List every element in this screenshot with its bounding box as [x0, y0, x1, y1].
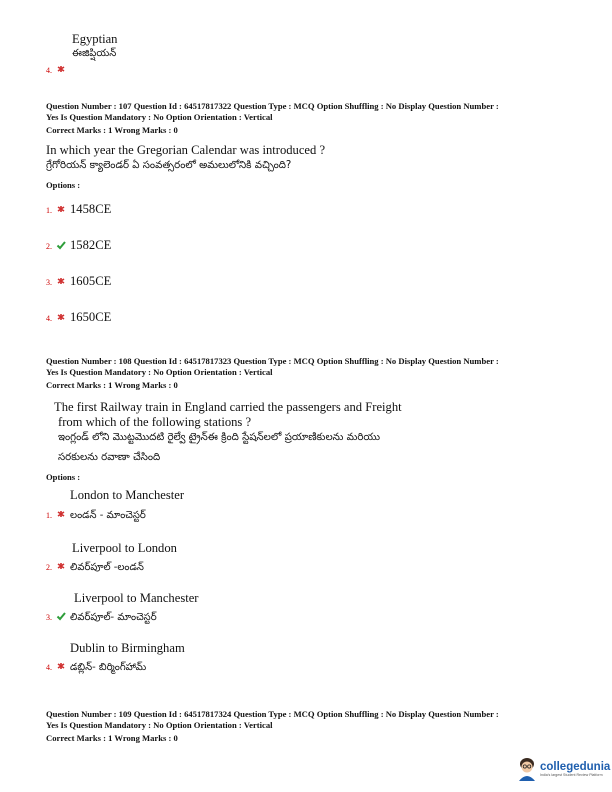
option-text-te: లివర్‌పూల్- మాంచెస్టర్ — [70, 612, 157, 623]
option-text: 1605CE — [70, 274, 112, 288]
prev-option-text-en: Egyptian — [72, 32, 118, 46]
q108-option-3[interactable] — [46, 607, 157, 625]
q108-option-4-text-en: Dublin to Birmingham — [70, 641, 185, 655]
q109-marks: Correct Marks : 1 Wrong Marks : 0 — [46, 733, 178, 743]
option-number: 2. — [46, 563, 52, 572]
q108-question-en-line1: The first Railway train in England carried the passengers and Freight — [54, 400, 402, 414]
option-number: 4. — [46, 66, 52, 75]
wrong-mark-icon — [56, 204, 66, 214]
q108-meta-line2: Yes Is Question Mandatory : No Option Orientation : Vertical — [46, 367, 273, 377]
q107-option-1[interactable] — [46, 200, 111, 218]
option-number: 4. — [46, 314, 52, 323]
option-number: 1. — [46, 511, 52, 520]
q107-meta-line1: Question Number : 107 Question Id : 64517817322 Question Type : MCQ Option Shuffling : No Display Question Number : — [46, 101, 499, 111]
option-text: 1458CE — [70, 202, 112, 216]
student-avatar-icon — [516, 756, 538, 782]
q107-options-label: Options : — [46, 180, 81, 190]
wrong-mark-icon — [56, 661, 66, 671]
q108-question-te-line2: సరకులను రవాణా చేసింది — [58, 452, 161, 463]
q108-option-2-text-en: Liverpool to London — [72, 541, 177, 555]
q108-marks: Correct Marks : 1 Wrong Marks : 0 — [46, 380, 178, 390]
q107-question-te: గ్రేగోరియన్ క్యాలెండర్ ఏ సంవత్సరంలో అమలులోనికి వచ్చింది? — [46, 160, 292, 171]
prev-option-text-te: ఈజిప్షియన్ — [72, 48, 117, 59]
q107-option-2[interactable] — [46, 236, 111, 254]
q108-option-2[interactable] — [46, 557, 144, 575]
option-text-te: లివర్‌పూల్ -లండన్ — [70, 562, 144, 573]
option-number: 3. — [46, 278, 52, 287]
q108-meta-line1: Question Number : 108 Question Id : 64517817323 Question Type : MCQ Option Shuffling : No Display Question Number : — [46, 356, 499, 366]
wrong-mark-icon — [56, 312, 66, 322]
brand-tagline: India's largest Student Review Platform — [540, 773, 603, 777]
option-text-te: లండన్ - మాంచెస్టర్ — [70, 510, 146, 521]
option-text-te: డబ్లిన్- బిర్మింగ్‌హామ్ — [70, 662, 147, 673]
check-mark-icon — [56, 611, 66, 621]
q108-option-1[interactable] — [46, 505, 146, 523]
wrong-mark-icon — [56, 276, 66, 286]
q107-question-en: In which year the Gregorian Calendar was introduced ? — [46, 143, 326, 157]
q108-question-en-line2: from which of the following stations ? — [58, 415, 252, 429]
check-mark-icon — [56, 240, 66, 250]
q107-option-4[interactable] — [46, 308, 111, 326]
option-number: 4. — [46, 663, 52, 672]
q109-meta-line1: Question Number : 109 Question Id : 64517817324 Question Type : MCQ Option Shuffling : No Display Question Number : — [46, 709, 499, 719]
q109-meta-line2: Yes Is Question Mandatory : No Option Orientation : Vertical — [46, 720, 273, 730]
q108-options-label: Options : — [46, 472, 81, 482]
q107-marks: Correct Marks : 1 Wrong Marks : 0 — [46, 125, 178, 135]
option-number: 2. — [46, 242, 52, 251]
q107-meta-line2: Yes Is Question Mandatory : No Option Orientation : Vertical — [46, 112, 273, 122]
wrong-mark-icon — [56, 64, 66, 74]
wrong-mark-icon — [56, 561, 66, 571]
option-text: 1582CE — [70, 238, 112, 252]
wrong-mark-icon — [56, 509, 66, 519]
q108-option-3-text-en: Liverpool to Manchester — [74, 591, 199, 605]
prev-option-row — [46, 60, 66, 78]
option-number: 3. — [46, 613, 52, 622]
brand-name: collegedunia — [540, 761, 611, 773]
q108-question-te-line1: ఇంగ్లండ్ లోని మొట్టమొదటి రైల్వే ట్రైన్ఈ క్రింది స్టేషన్‌లలో ప్రయాణికులను మరియు — [58, 432, 381, 443]
option-text: 1650CE — [70, 310, 112, 324]
q108-option-4[interactable] — [46, 657, 146, 675]
collegedunia-watermark — [516, 756, 610, 782]
q107-option-3[interactable] — [46, 272, 111, 290]
option-number: 1. — [46, 206, 52, 215]
q108-option-1-text-en: London to Manchester — [70, 488, 185, 502]
